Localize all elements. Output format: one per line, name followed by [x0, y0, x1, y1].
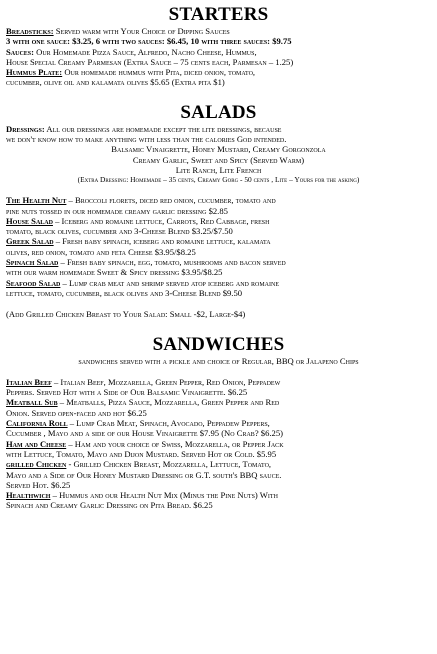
sandwich-name: Healthwich	[6, 490, 51, 501]
extra-dressing-note: (Extra Dressing: Homemade – 35 cents, Creamy Gorg - 50 cents , Lite – Yours for the asking)	[77, 175, 360, 185]
sandwich-line1: - Grilled Chicken Breast, Mozzarella, Lettuce, Tomato,	[66, 459, 272, 470]
salad-health-nut	[6, 195, 431, 216]
dressings-list2: Creamy Garlic, Sweet and Spicy (Served Warm)	[132, 154, 305, 165]
salad-line2: olives, red onion, tomato and feta Cheese $3.95/$8.25	[6, 246, 196, 257]
dressings-list3: Lite Ranch, Lite French	[175, 164, 262, 175]
sandwich-healthwich	[6, 490, 431, 511]
sandwich-meatball-sub	[6, 397, 431, 418]
sandwich-line1: – Lump Crab Meat, Spinach, Avocado, Peppadew Peppers,	[67, 418, 270, 429]
salad-name: Greek Salad	[6, 236, 54, 247]
sandwich-name: Ham and Cheese	[6, 438, 67, 449]
sandwich-line1: – Italian Beef, Mozzarella, Green Pepper, Red Onion, Peppadew	[51, 376, 281, 387]
sandwich-name: grilled Chicken	[6, 459, 67, 470]
sandwich-california-roll	[6, 418, 431, 439]
salad-line2: pine nuts tossed in our homemade creamy garlic dressing $2.85	[6, 205, 228, 216]
sauces-line2: House Special Creamy Parmesan (Extra Sauce – 75 cents each, Parmesan – 1.25)	[6, 56, 294, 67]
breadsticks-prices: 3 with one sauce: $3.25, 6 with two sauces: $6.45, 10 with three sauces: $9.75	[6, 36, 292, 47]
dressings-line1: All our dressings are homemade except the lite dressings, because	[44, 123, 282, 134]
hummus-line1: Our homemade hummus with Pita, diced onion, tomato,	[62, 67, 256, 78]
sandwich-line2: Peppers. Served Hot with a Side of Our Balsamic Vinaigrette. $6.25	[6, 387, 248, 398]
salad-line2: tomato, black olives, cucumber and 3-Cheese Blend $3.25/$7.50	[6, 226, 233, 237]
sauces-title: Sauces:	[6, 46, 34, 57]
breadsticks-title: Breadsticks:	[6, 26, 54, 36]
salad-house	[6, 216, 431, 237]
sandwich-line3: Served Hot. $6.25	[6, 479, 71, 490]
sandwich-line2: Mayo and a Side of Our Honey Mustard Dressing or G.T. south's BBQ sauce.	[6, 469, 282, 480]
sandwich-italian-beef	[6, 377, 431, 398]
salad-line2: with our warm homemade Sweet & Spicy dressing $3.95/$8.25	[6, 267, 223, 278]
salad-line1: – Iceberg and romaine lettuce, Carrots, Red Cabbage, fresh	[52, 215, 270, 226]
sandwich-line2: Onion. Served open-faced and hot $6.25	[6, 407, 147, 418]
sandwich-line1: – Hummus and our Health Nut Mix (Minus the Pine Nuts) With	[50, 490, 278, 501]
salad-spinach	[6, 257, 431, 278]
breadsticks-desc: Served warm with Your Choice of Dipping Sauces	[53, 26, 230, 36]
breadsticks-line	[6, 26, 431, 36]
sauces-line1: Our Homemade Pizza Sauce, Alfredo, Nacho Cheese, Hummus,	[33, 46, 257, 57]
dressings-list1: Balsamic Vinaigrette, Honey Mustard, Creamy Gorgonzola	[111, 144, 326, 155]
starters-heading: STARTERS	[168, 4, 269, 25]
sandwich-line1: – Meatballs, Pizza Sauce, Mozzarella, Green Pepper and Red	[57, 397, 280, 408]
sauces-line	[6, 47, 431, 57]
dressings-line2: we don't know how to make anything with less than the calories God intended.	[6, 134, 287, 145]
sandwiches-heading: SANDWICHES	[152, 333, 285, 355]
sandwich-line2: with Lettuce, Tomato, Mayo and Dijon Mustard. Served Hot or Cold. $5.95	[6, 448, 277, 459]
hummus-line	[6, 67, 431, 77]
sandwich-grilled-chicken	[6, 459, 431, 490]
sandwich-name: California Roll	[6, 418, 68, 429]
sandwich-name: Italian Beef	[6, 376, 52, 387]
salad-name: The Health Nut	[6, 195, 67, 206]
dressings-title: Dressings:	[6, 123, 45, 134]
salad-name: Seafood Salad	[6, 277, 61, 288]
salad-line1: – Fresh baby spinach, iceberg and romaine lettuce, kalamata	[53, 236, 271, 247]
salads-heading: SALADS	[180, 101, 257, 123]
salad-seafood	[6, 278, 431, 299]
grilled-chicken-addon: (Add Grilled Chicken Breast to Your Salad: Small -$2, Large-$4)	[6, 309, 246, 320]
salad-line2: lettuce, tomato, cucumber, black olives and 3-Cheese Blend $9.50	[6, 287, 243, 298]
hummus-line2: cucumber, olive oil and kalamata olives $5.65 (Extra pita $1)	[6, 77, 225, 88]
sandwich-line1: – Ham and your choice of Swiss, Mozzarella, or Pepper Jack	[66, 438, 284, 449]
salad-name: House Salad	[6, 215, 53, 226]
sandwich-line2: Spinach and Creamy Garlic Dressing on Pita Bread. $6.25	[6, 500, 213, 511]
sandwich-ham-and-cheese	[6, 439, 431, 460]
dressings-line	[6, 124, 431, 134]
salad-greek	[6, 236, 431, 257]
sandwich-line2: Cucumber , Mayo and a side of our House Vinaigrette $7.95 (No Crab? $6.25)	[6, 428, 283, 439]
salad-line1: – Broccoli florets, diced red onion, cucumber, tomato and	[66, 195, 276, 206]
hummus-title: Hummus Plate:	[6, 67, 63, 78]
salad-line1: – Lump crab meat and shrimp served atop iceberg and romaine	[60, 277, 280, 288]
sandwich-name: Meatball Sub	[6, 397, 58, 408]
salad-line1: – Fresh baby spinach, egg, tomato, mushrooms and bacon served	[58, 257, 286, 268]
sandwiches-intro: sandwiches served with a pickle and choice of Regular, BBQ or Jalapeno Chips	[78, 355, 359, 366]
salad-name: Spinach Salad	[6, 257, 59, 268]
